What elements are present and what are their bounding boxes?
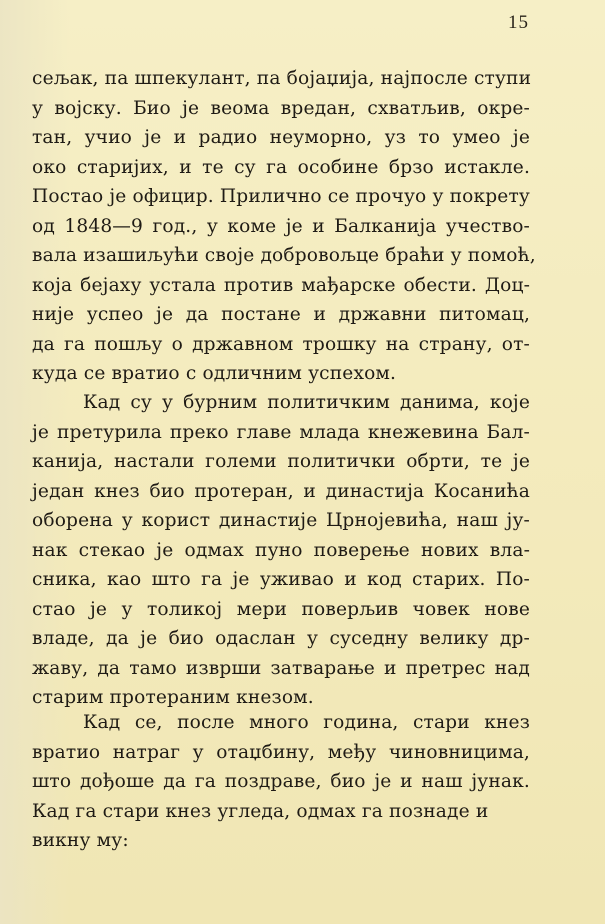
text-line: није успео је да постане и државни питомац, — [32, 304, 530, 325]
text-line: владе, да је био одаслан у суседну велику др- — [32, 628, 530, 649]
paragraph-2 — [32, 388, 530, 713]
page-number: 15 — [508, 12, 529, 33]
text-line: канија, настали големи политички обрти, те је — [32, 451, 530, 472]
text-line: старим протераним кнезом. — [32, 687, 314, 708]
text-line: која бејаху устала против мађарске обести. Доц- — [32, 274, 530, 296]
text-line: од 1848—9 год., у коме је и Балканија учество- — [32, 215, 530, 237]
text-line: стао је у толикој мери поверљив човек нове — [32, 598, 530, 620]
text-line: тан, учио је и радио неуморно, уз то умео је — [32, 127, 530, 148]
text-line: један кнез био протеран, и династија Косанића — [32, 480, 530, 502]
text-line: око старијих, и те су га особине брзо истакле. — [32, 156, 530, 178]
text-line: викну му: — [32, 830, 129, 851]
text-line: да га пошљу о државном трошку на страну, от- — [32, 333, 530, 355]
text-line: жаву, да тамо изврши затварање и претрес над — [32, 657, 530, 679]
text-line: нак стекао је одмах пуно поверење нових вла- — [32, 539, 530, 561]
text-line: што дођоше да га поздраве, био је и наш јунак. — [32, 771, 530, 792]
text-line: сника, као што га је уживао и код старих. По- — [32, 569, 530, 590]
text-line: у војску. Био је веома вредан, схватљив, окре- — [32, 97, 530, 119]
text-line: оборена у корист династије Црнојевића, наш ју- — [32, 510, 530, 531]
text-line: Кад се, после много година, стари кнез — [83, 712, 530, 733]
paragraph-1 — [32, 64, 536, 389]
text-line: вала изашиљући своје добровољце браћи у помоћ, — [32, 245, 536, 266]
text-line: сељак, па шпекулант, па бојаџија, најпосле ступи — [32, 68, 532, 89]
text-line: је претурила преко главе млада кнежевина Бал- — [32, 421, 530, 443]
text-line: Постао је официр. Прилично се прочуо у покрету — [32, 186, 530, 207]
paragraph-3 — [32, 708, 530, 856]
text-line: Кад су у бурним политичким данима, које — [83, 392, 530, 413]
text-line: Кад га стари кнез угледа, одмах га познаде и — [32, 800, 489, 822]
text-line: вратио натраг у отаџбину, међу чиновницима, — [32, 741, 530, 763]
text-line: куда се вратио с одличним успехом. — [32, 363, 397, 384]
